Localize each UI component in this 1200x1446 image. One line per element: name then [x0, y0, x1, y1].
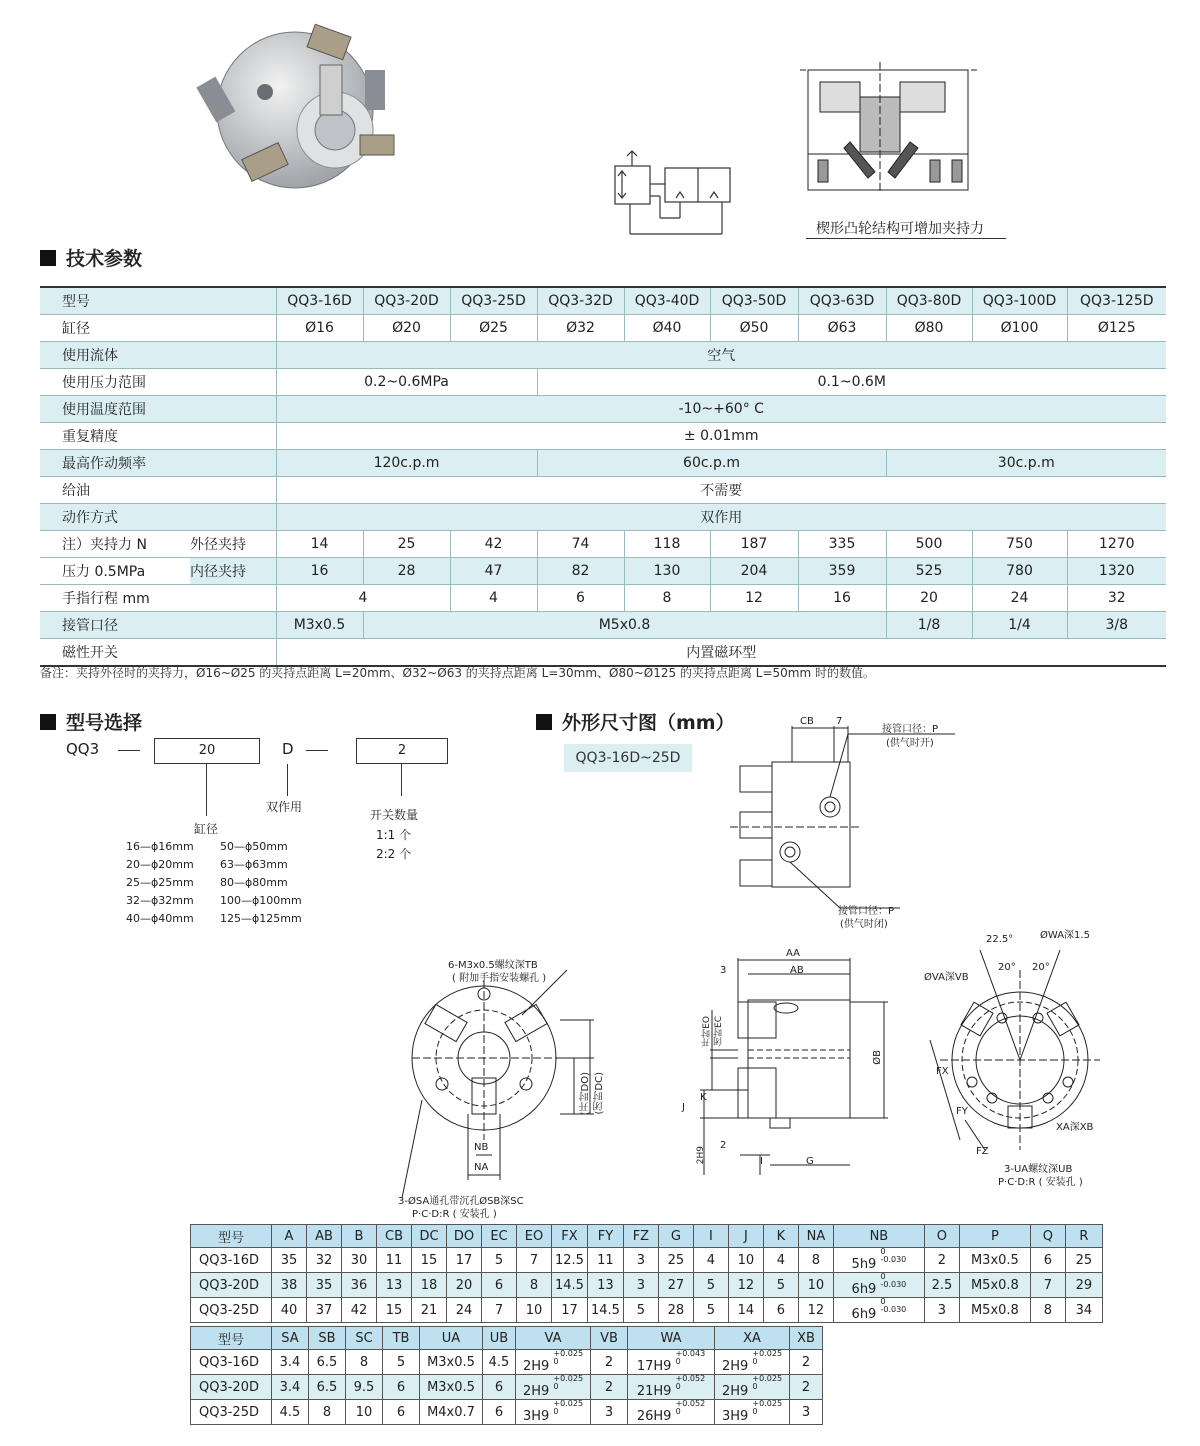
label-i: I	[760, 1156, 763, 1167]
label-angle-225: 22.5°	[986, 934, 1014, 945]
label-port-open: 接管口径：P	[882, 724, 939, 735]
label-fx: FX	[936, 1066, 949, 1077]
bullet-square-icon	[40, 250, 56, 266]
spec-row-outer-force: 注）夹持力 N 外径夹持 14 25 42 74 118 187 335 500 750 1270	[40, 531, 1166, 558]
label-do: (开时DO)	[580, 1072, 591, 1116]
spec-row-port: 接管口径 M3x0.5 M5x0.8 1/8 1/4 3/8	[40, 612, 1166, 639]
label-angle-20a: 20°	[998, 962, 1016, 973]
switch-leader	[401, 764, 402, 796]
caption-rule	[806, 238, 1006, 239]
spec-row-fluid: 使用流体 空气	[40, 342, 1166, 369]
label-ec: 闭时EC	[714, 1016, 724, 1046]
dim-table-2-row: QQ3-25D 4.5 8 10 6 M4x0.7 6 3H9 $^{+0.025 0}$ 3 26H9 $^{+0.052 0}$ 3H9 $^{+0.025 0}$ 3	[191, 1400, 823, 1425]
bore-label: 缸径	[194, 822, 219, 836]
front-view-drawing	[372, 960, 612, 1200]
label-dc: (闭时DC)	[594, 1072, 605, 1115]
dim-table-2	[190, 1326, 823, 1425]
label-back-thread: 3-UA螺纹深UB	[1004, 1164, 1073, 1175]
model-prefix: QQ3	[66, 740, 100, 758]
type-letter: D	[282, 740, 294, 758]
spec-note: 备注：夹持外径时的夹持力，Ø16~Ø25 的夹持点距离 L=20mm、Ø32~Ø63 的夹持点距离 L=30mm、Ø80~Ø125 的夹持点距离 L=50mm 时的数值。	[40, 666, 875, 680]
label-ob: ØB	[872, 1050, 883, 1065]
bore-box: 20	[154, 738, 260, 764]
section-drawing	[800, 62, 990, 194]
dim-table-2-row: QQ3-16D 3.4 6.5 8 5 M3x0.5 4.5 2H9 $^{+0.025 0}$ 2 17H9 $^{+0.043 0}$ 2H9 $^{+0.025 0}$ 2	[191, 1350, 823, 1375]
section-spec-title: 技术参数	[40, 244, 142, 271]
label-port-open-note: (供气时开)	[886, 738, 934, 749]
label-back-thread-note: P·C·D:R ( 安装孔 )	[998, 1177, 1083, 1188]
spec-row-action: 动作方式 双作用	[40, 504, 1166, 531]
product-image	[195, 10, 405, 195]
type-leader	[287, 764, 288, 796]
label-front-thread-note: ( 附加手指安装螺孔 )	[452, 973, 547, 984]
switch-opt-2: 2:2 个	[376, 847, 412, 861]
spec-row-bore: 缸径 Ø16 Ø20 Ø25 Ø32 Ø40 Ø50 Ø63 Ø80 Ø100 Ø125	[40, 315, 1166, 342]
spec-table	[40, 286, 1166, 667]
spec-row-switch: 磁性开关 内置磁环型	[40, 639, 1166, 667]
type-label: 双作用	[266, 800, 303, 814]
label-wa: ØWA深1.5	[1040, 930, 1090, 941]
dim-table-1-row: QQ3-20D 38 35 36 13 18 20 6 8 14.5 13 3 27 5 12 5 10 6h9 $^{0 -0.030}$ 2.5 M5x0.8 7 29	[191, 1273, 1103, 1298]
label-7: 7	[836, 716, 843, 727]
section-model-title: 型号选择	[40, 708, 142, 735]
dim-table-2-header: 型号 SA SB SC TB UA UB VA VB WA XA XB	[191, 1327, 823, 1350]
bore-leader	[206, 764, 207, 816]
label-aa: AA	[786, 948, 800, 959]
label-fy: FY	[956, 1106, 968, 1117]
bullet-square-icon	[40, 714, 56, 730]
label-3: 3	[720, 965, 727, 976]
spec-row-pressure: 使用压力范围 0.2~0.6MPa 0.1~0.6M	[40, 369, 1166, 396]
dash	[118, 750, 140, 751]
spec-row-inner-force: 压力 0.5MPa 内径夹持 16 28 47 82 130 204 359 525 780 1320	[40, 558, 1166, 585]
pneumatic-symbol	[610, 146, 740, 241]
label-k: K	[700, 1092, 707, 1103]
dim-table-1-row: QQ3-25D 40 37 42 15 21 24 7 10 17 14.5 5 28 5 14 6 12 6h9 $^{0 -0.030}$ 3 M5x0.8 8 34	[191, 1298, 1103, 1323]
dim-table-1-header: 型号 A AB B CB DC DO EC EO FX FY FZ G I J K NA NB O P Q R	[191, 1225, 1103, 1248]
label-2h9: 2H9	[696, 1146, 706, 1165]
label-cb: CB	[800, 716, 814, 727]
bore-options-left: 16—ϕ16mm 20—ϕ20mm 25—ϕ25mm 32—ϕ32mm 40—ϕ40mm	[126, 840, 194, 925]
dim-table-1	[190, 1224, 1103, 1323]
spec-row-temp: 使用温度范围 -10~+60° C	[40, 396, 1166, 423]
label-va: ØVA深VB	[924, 972, 969, 983]
label-xa: XA深XB	[1056, 1122, 1094, 1133]
label-port-close: 接管口径：P	[838, 906, 895, 917]
label-front-thread: 6-M3x0.5螺纹深TB	[448, 960, 538, 971]
bullet-square-icon	[536, 714, 552, 730]
spec-row-model: 型号 QQ3-16D QQ3-20D QQ3-25D QQ3-32D QQ3-40D QQ3-50D QQ3-63D QQ3-80D QQ3-100D QQ3-125D	[40, 287, 1166, 315]
label-front-hole-note: P·C·D:R ( 安装孔 )	[412, 1209, 497, 1220]
label-na: NA	[474, 1162, 489, 1173]
dash	[306, 750, 328, 751]
section-dim-title: 外形尺寸图（mm）	[536, 708, 735, 735]
dim-model-tag: QQ3-16D~25D	[564, 744, 692, 772]
label-j: J	[682, 1102, 685, 1113]
label-front-hole: 3-ØSA通孔带沉孔ØSB深SC	[398, 1196, 524, 1207]
dim-table-1-row: QQ3-16D 35 32 30 11 15 17 5 7 12.5 11 3 25 4 10 4 8 5h9 $^{0 -0.030}$ 2 M3x0.5 6 25	[191, 1248, 1103, 1273]
spec-row-repeat: 重复精度 ± 0.01mm	[40, 423, 1166, 450]
switch-label: 开关数量	[370, 808, 419, 822]
top-view-drawing	[730, 712, 980, 932]
label-fz: FZ	[976, 1146, 989, 1157]
label-nb: NB	[474, 1142, 489, 1153]
label-2: 2	[720, 1140, 727, 1151]
label-eo: 开时EO	[702, 1016, 712, 1047]
label-port-close-note: (供气时闭)	[840, 919, 888, 930]
drawing-caption: 楔形凸轮结构可增加夹持力	[816, 221, 984, 237]
dim-table-2-row: QQ3-20D 3.4 6.5 9.5 6 M3x0.5 6 2H9 $^{+0.025 0}$ 2 21H9 $^{+0.052 0}$ 2H9 $^{+0.025 0}$ 2	[191, 1375, 823, 1400]
spec-row-freq: 最高作动频率 120c.p.m 60c.p.m 30c.p.m	[40, 450, 1166, 477]
spec-row-oil: 给油 不需要	[40, 477, 1166, 504]
spec-row-stroke: 手指行程 mm 4 4 6 8 12 16 20 24 32	[40, 585, 1166, 612]
label-g: G	[806, 1156, 814, 1167]
label-angle-20b: 20°	[1032, 962, 1050, 973]
back-view-drawing	[920, 930, 1120, 1170]
switch-opt-1: 1:1 个	[376, 828, 412, 842]
switch-box: 2	[356, 738, 448, 764]
bore-options-right: 50—ϕ50mm 63—ϕ63mm 80—ϕ80mm 100—ϕ100mm 125—ϕ125mm	[220, 840, 302, 925]
label-ab: AB	[790, 965, 804, 976]
